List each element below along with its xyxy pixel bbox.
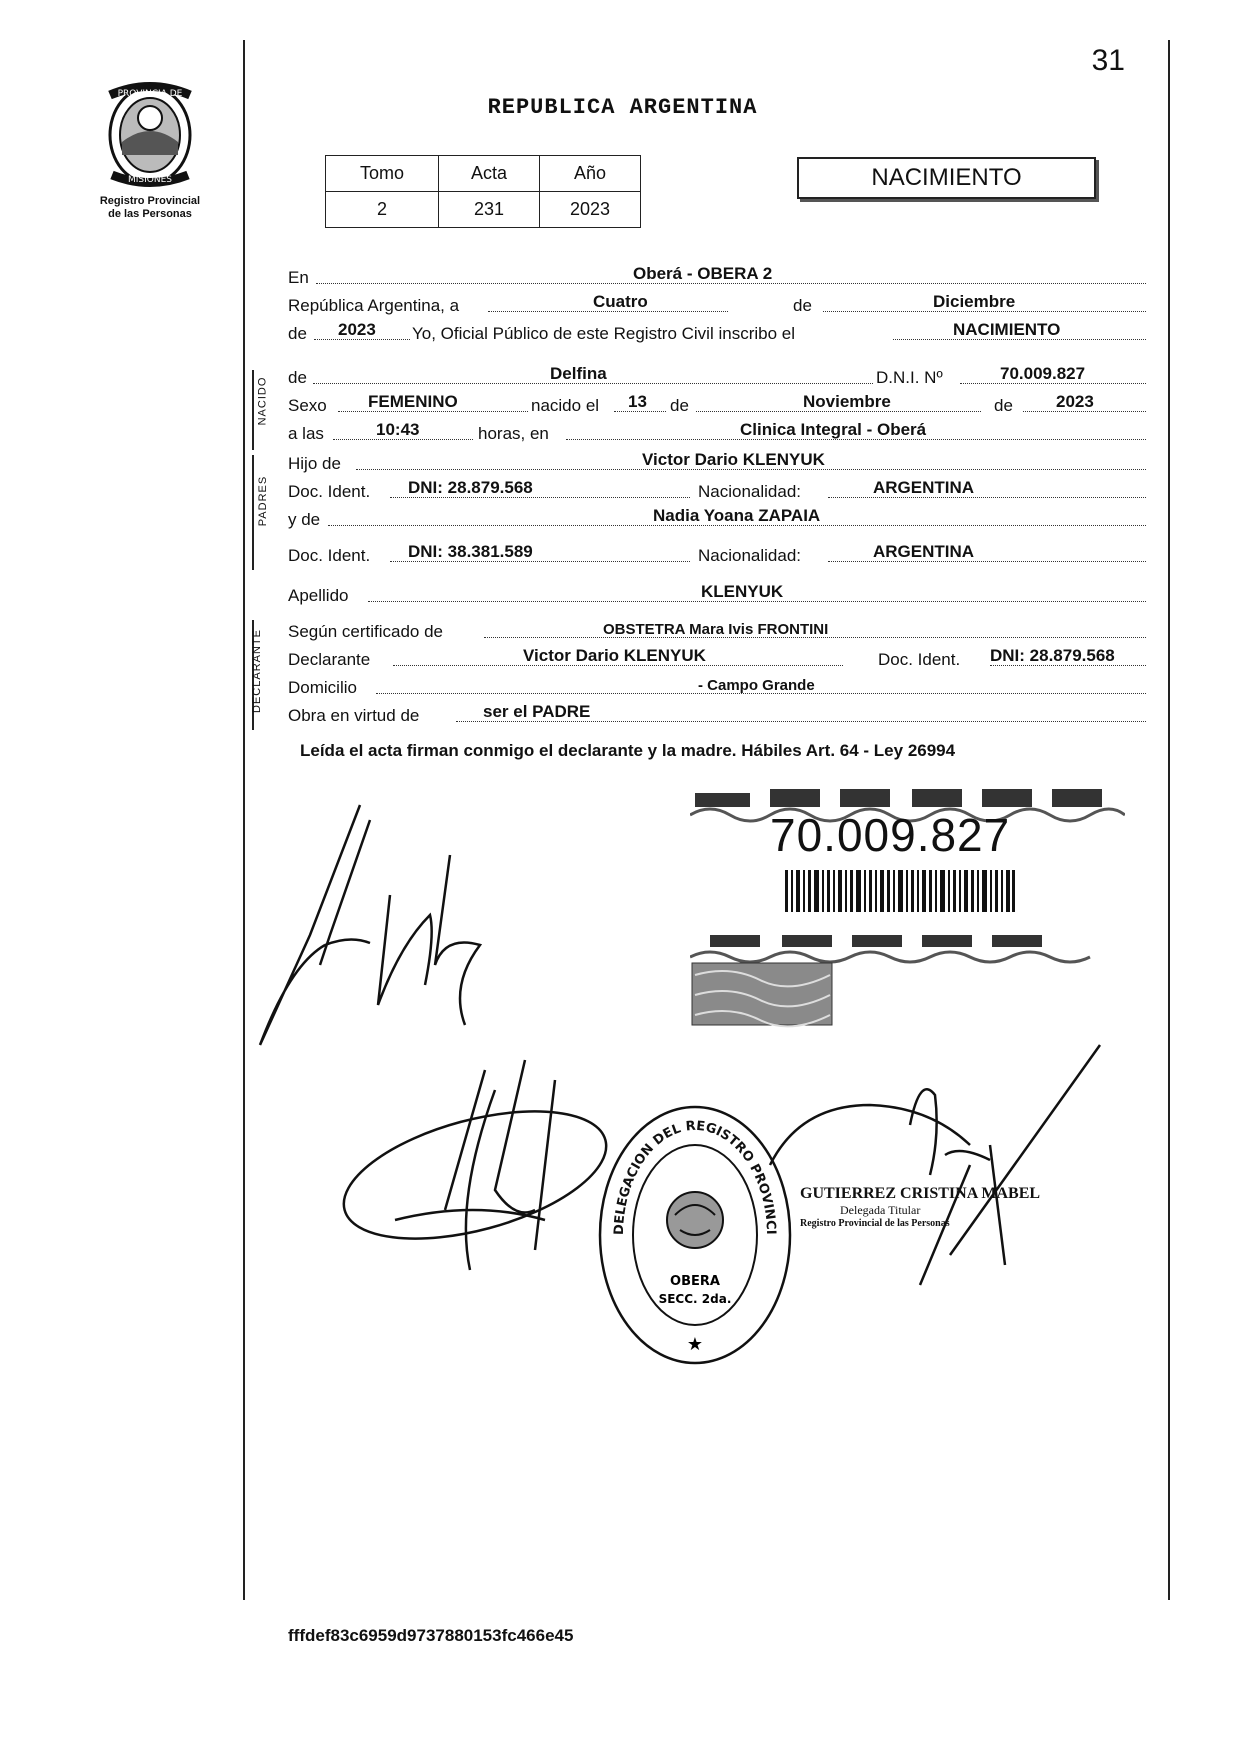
left-margin-rule [243, 40, 245, 1600]
sexo-value: FEMENINO [368, 392, 458, 411]
closing-text: Leída el acta firman conmigo el declarante y la madre. Hábiles Art. 64 - Ley 26994 [300, 741, 956, 760]
section-bar-padres [252, 455, 254, 570]
section-bar-nacido [252, 370, 254, 450]
inscribo-value: NACIMIENTO [953, 320, 1061, 339]
declarante-label: Declarante [288, 650, 371, 669]
seal-inner-text-2: SECC. 2da. [658, 1292, 732, 1306]
official-stamp [800, 1185, 1040, 1229]
de-label: de [288, 368, 307, 387]
right-margin-rule [1168, 40, 1170, 1600]
signature-official [760, 1035, 1120, 1315]
table-value-acta: 231 [439, 192, 540, 228]
mother-nationality: ARGENTINA [873, 542, 975, 561]
de-label: de [793, 296, 812, 315]
line-obra [288, 700, 1146, 728]
a-las-label: a las [288, 424, 324, 443]
table-value-anio: 2023 [540, 192, 641, 228]
record-type-box: NACIMIENTO [797, 157, 1096, 199]
mother-name: Nadia Yoana ZAPAIA [653, 506, 821, 525]
page-number: 31 [1091, 44, 1125, 77]
line-domicilio [288, 672, 1146, 700]
de-label: de [670, 396, 689, 415]
nacionalidad-label: Nacionalidad: [698, 482, 802, 501]
logo-caption-line1: Registro Provincial [99, 195, 201, 207]
line-mother-doc [288, 540, 1146, 568]
place-value: Oberá - OBERA 2 [633, 264, 773, 283]
birth-year: 2023 [1056, 392, 1094, 411]
apellido-value: KLENYUK [701, 582, 784, 601]
line-sexo [288, 390, 1146, 418]
year-value: 2023 [338, 320, 376, 339]
inscribo-text: Yo, Oficial Público de este Registro Civil inscribo el [412, 324, 795, 343]
father-doc: DNI: 28.879.568 [408, 478, 533, 497]
line-apellido [288, 580, 1146, 608]
section-label-padres: PADRES [257, 475, 270, 527]
line-hora [288, 418, 1146, 446]
doc-label: Doc. Ident. [288, 546, 371, 565]
official-name: GUTIERREZ CRISTINA MABEL [800, 1185, 1041, 1202]
signature-declarante [250, 795, 580, 1055]
hijo-de-label: Hijo de [288, 454, 341, 473]
en-label: En [288, 268, 309, 287]
dni-label: D.N.I. Nº [876, 368, 943, 387]
nacido-el-label: nacido el [531, 396, 600, 415]
line-certificado [288, 616, 1146, 644]
nacionalidad-label: Nacionalidad: [698, 546, 802, 565]
declarante-name: Victor Dario KLENYUK [523, 646, 706, 665]
doc-label: Doc. Ident. [288, 482, 371, 501]
sexo-label: Sexo [288, 396, 327, 415]
y-de-label: y de [288, 510, 321, 529]
domicilio-value: - Campo Grande [698, 677, 815, 694]
official-office: Registro Provincial de las Personas [800, 1218, 950, 1229]
domicilio-label: Domicilio [288, 678, 357, 697]
line-nacido-name [288, 362, 1146, 390]
seal-inner-text-1: OBERA [670, 1274, 720, 1289]
horas-label: horas, en [478, 424, 549, 443]
seal-ring-text: DELEGACION DEL REGISTRO PROVINCI [611, 1118, 779, 1236]
line-y-de [288, 504, 1146, 532]
line-father-doc [288, 476, 1146, 504]
security-pattern-bottom [690, 935, 1100, 1030]
father-name: Victor Dario KLENYUK [642, 450, 825, 469]
section-label-nacido: NACIDO [256, 376, 269, 426]
official-seal [595, 1100, 795, 1365]
certificado-label: Según certificado de [288, 622, 443, 641]
table-header-tomo: Tomo [326, 156, 439, 192]
table-header-acta: Acta [439, 156, 540, 192]
official-role: Delegada Titular [840, 1203, 921, 1217]
line-republica [288, 290, 1146, 318]
birth-month: Noviembre [803, 392, 891, 411]
doc-label: Doc. Ident. [878, 650, 961, 669]
seal-star-icon: ★ [686, 1334, 704, 1355]
acta-reference-table [325, 155, 641, 228]
father-nationality: ARGENTINA [873, 478, 975, 497]
republica-label: República Argentina, a [288, 296, 460, 315]
line-declarante [288, 644, 1146, 672]
declarante-doc: DNI: 28.879.568 [990, 646, 1115, 665]
document-title: REPUBLICA ARGENTINA [487, 95, 758, 120]
mother-doc: DNI: 38.381.589 [408, 542, 533, 561]
obra-value: ser el PADRE [483, 702, 591, 721]
logo-caption-line2: de las Personas [108, 208, 192, 220]
child-dni: 70.009.827 [1000, 364, 1086, 383]
birth-time: 10:43 [376, 420, 420, 439]
obra-label: Obra en virtud de [288, 706, 420, 725]
apellido-label: Apellido [288, 586, 349, 605]
birth-place: Clinica Integral - Oberá [740, 420, 927, 439]
section-label-declarante: DECLARANTE [250, 629, 263, 713]
barcode [785, 870, 1015, 912]
day-value: Cuatro [593, 292, 648, 311]
signature-madre [335, 1050, 635, 1300]
child-name: Delfina [550, 364, 607, 383]
certificado-value: OBSTETRA Mara Ivis FRONTINI [603, 621, 829, 638]
stamp-dni-number: 70.009.827 [770, 809, 1011, 861]
table-value-tomo: 2 [326, 192, 439, 228]
month-value: Diciembre [933, 292, 1016, 311]
de-label: de [994, 396, 1013, 415]
line-hijo-de [288, 448, 1146, 476]
de-label: de [288, 324, 307, 343]
line-en [288, 262, 1146, 290]
table-header-anio: Año [540, 156, 641, 192]
line-inscribo [288, 318, 1146, 346]
seal-text-top: PROVINCIA DE [117, 89, 183, 99]
seal-text-bottom: MISIONES [127, 175, 173, 185]
birth-day: 13 [628, 392, 647, 411]
document-hash: fffdef83c6959d9737880153fc466e45 [288, 1626, 574, 1645]
